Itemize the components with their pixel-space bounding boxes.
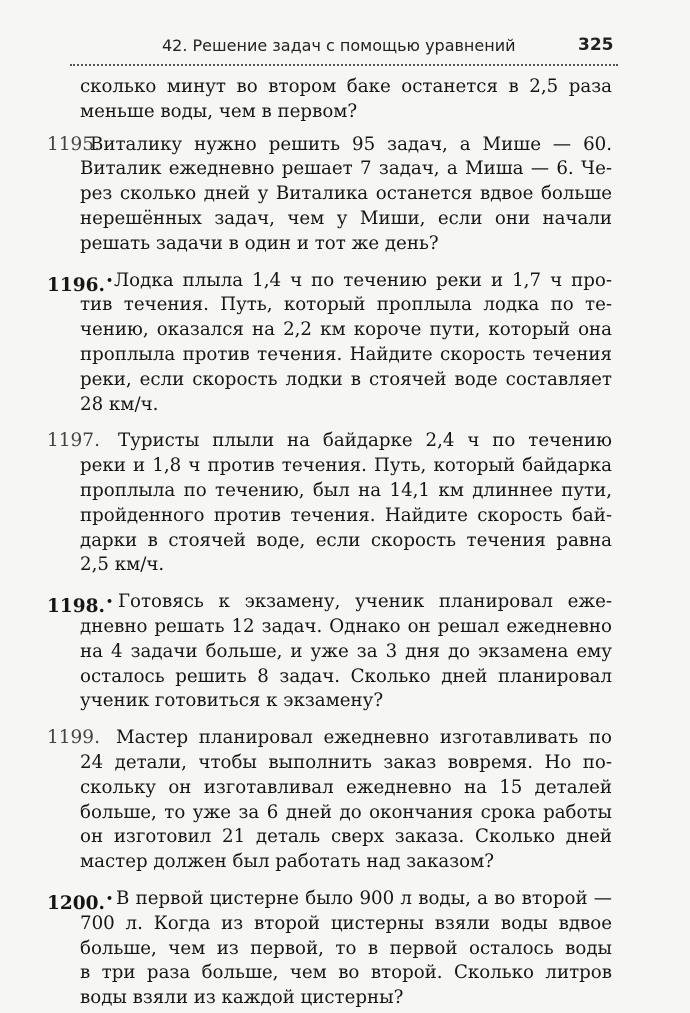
text-line: сколько минут во втором баке останется в 2,5 раза xyxy=(80,76,612,97)
problem-number: 1199. xyxy=(47,727,100,749)
problem-number: 1195. xyxy=(47,133,100,155)
text-line: осталось решить 8 задач. Сколько дней планировал xyxy=(80,665,612,687)
text-line: ученик готовиться к экзамену? xyxy=(80,690,384,712)
text-line: меньше воды, чем в первом? xyxy=(80,100,358,122)
text-line: больше, то уже за 6 дней до окончания срока работы xyxy=(80,801,612,823)
problem-1196 xyxy=(47,269,612,418)
text-line: 24 детали, чтобы выполнить заказ вовремя. Но по- xyxy=(80,751,612,773)
text-line: проплыла по течению, был на 14,1 км длиннее пути, xyxy=(80,479,612,501)
text-line: воды взяли из каждой цистерны? xyxy=(80,987,404,1009)
header-divider xyxy=(70,64,618,66)
problem-number: 1196.• xyxy=(47,273,113,296)
chapter-title: 42. Решение задач с помощью уравнений xyxy=(162,36,516,55)
text-line: он изготовил 21 деталь сверх заказа. Сколько дней xyxy=(80,826,612,848)
problem-1197 xyxy=(47,429,612,578)
star-marker-icon: • xyxy=(105,891,113,905)
text-line: тив течения. Путь, который проплыла лодка по те- xyxy=(80,294,612,316)
text-line: мастер должен был работать над заказом? xyxy=(80,851,495,873)
text-line: нерешённых задач, чем у Миши, если они начали xyxy=(80,207,612,229)
text-line: Виталику нужно решить 95 задач, а Мише — 60. xyxy=(90,133,612,155)
text-line: в три раза больше, чем во второй. Сколько литров xyxy=(80,962,612,984)
page-number: 325 xyxy=(578,35,614,55)
problem-1199 xyxy=(47,726,612,875)
text-line: дарки в стоячей воде, если скорость течения равна xyxy=(80,529,612,551)
text-line: проплыла против течения. Найдите скорость течения xyxy=(80,343,612,365)
text-line: Мастер планировал ежедневно изготавливать по xyxy=(116,727,612,749)
page-content xyxy=(0,70,690,1011)
text-line: 2,5 км/ч. xyxy=(80,554,165,576)
text-line: 700 л. Когда из второй цистерны взяли воды вдвое xyxy=(80,912,612,934)
text-line: реки, если скорость лодки в стоячей воде составляет xyxy=(80,368,612,390)
text-line: пройденного против течения. Найдите скорость бай- xyxy=(80,504,612,526)
text-line: чению, оказался на 2,2 км короче пути, который она xyxy=(80,319,612,341)
text-line: Готовясь к экзамену, ученик планировал еже- xyxy=(118,591,612,613)
problem-1198 xyxy=(47,590,612,714)
text-line: Туристы плыли на байдарке 2,4 ч по течению xyxy=(118,430,612,452)
star-marker-icon: • xyxy=(105,595,113,609)
text-line: скольку он изготавливал ежедневно на 15 деталей xyxy=(80,776,612,798)
text-line: В первой цистерне было 900 л воды, а во второй — xyxy=(116,887,612,909)
text-line: больше, чем из первой, то в первой осталось воды xyxy=(80,937,612,959)
problem-number: 1197. xyxy=(47,430,100,452)
text-line: рез сколько дней у Виталика останется вдвое больше xyxy=(80,183,612,205)
problem-1195 xyxy=(47,133,612,257)
text-line: решать задачи в один и тот же день? xyxy=(80,232,439,254)
text-line: Виталик ежедневно решает 7 задач, а Миша — 6. Че- xyxy=(80,158,612,180)
text-line: 28 км/ч. xyxy=(80,393,159,415)
problem-number: 1198.• xyxy=(47,595,113,618)
problem-number: 1200.• xyxy=(47,891,113,914)
problem-1200 xyxy=(47,887,612,1011)
text-line: Лодка плыла 1,4 ч по течению реки и 1,7 ч про- xyxy=(114,269,612,291)
text-line: реки и 1,8 ч против течения. Путь, который байдарка xyxy=(80,455,612,477)
text-line: на 4 задачи больше, и уже за 3 дня до экзамена ему xyxy=(80,640,612,662)
page-header xyxy=(0,0,690,62)
problem-continuation xyxy=(80,75,612,125)
text-line: дневно решать 12 задач. Однако он решал ежедневно xyxy=(80,615,612,637)
star-marker-icon: • xyxy=(105,273,113,287)
